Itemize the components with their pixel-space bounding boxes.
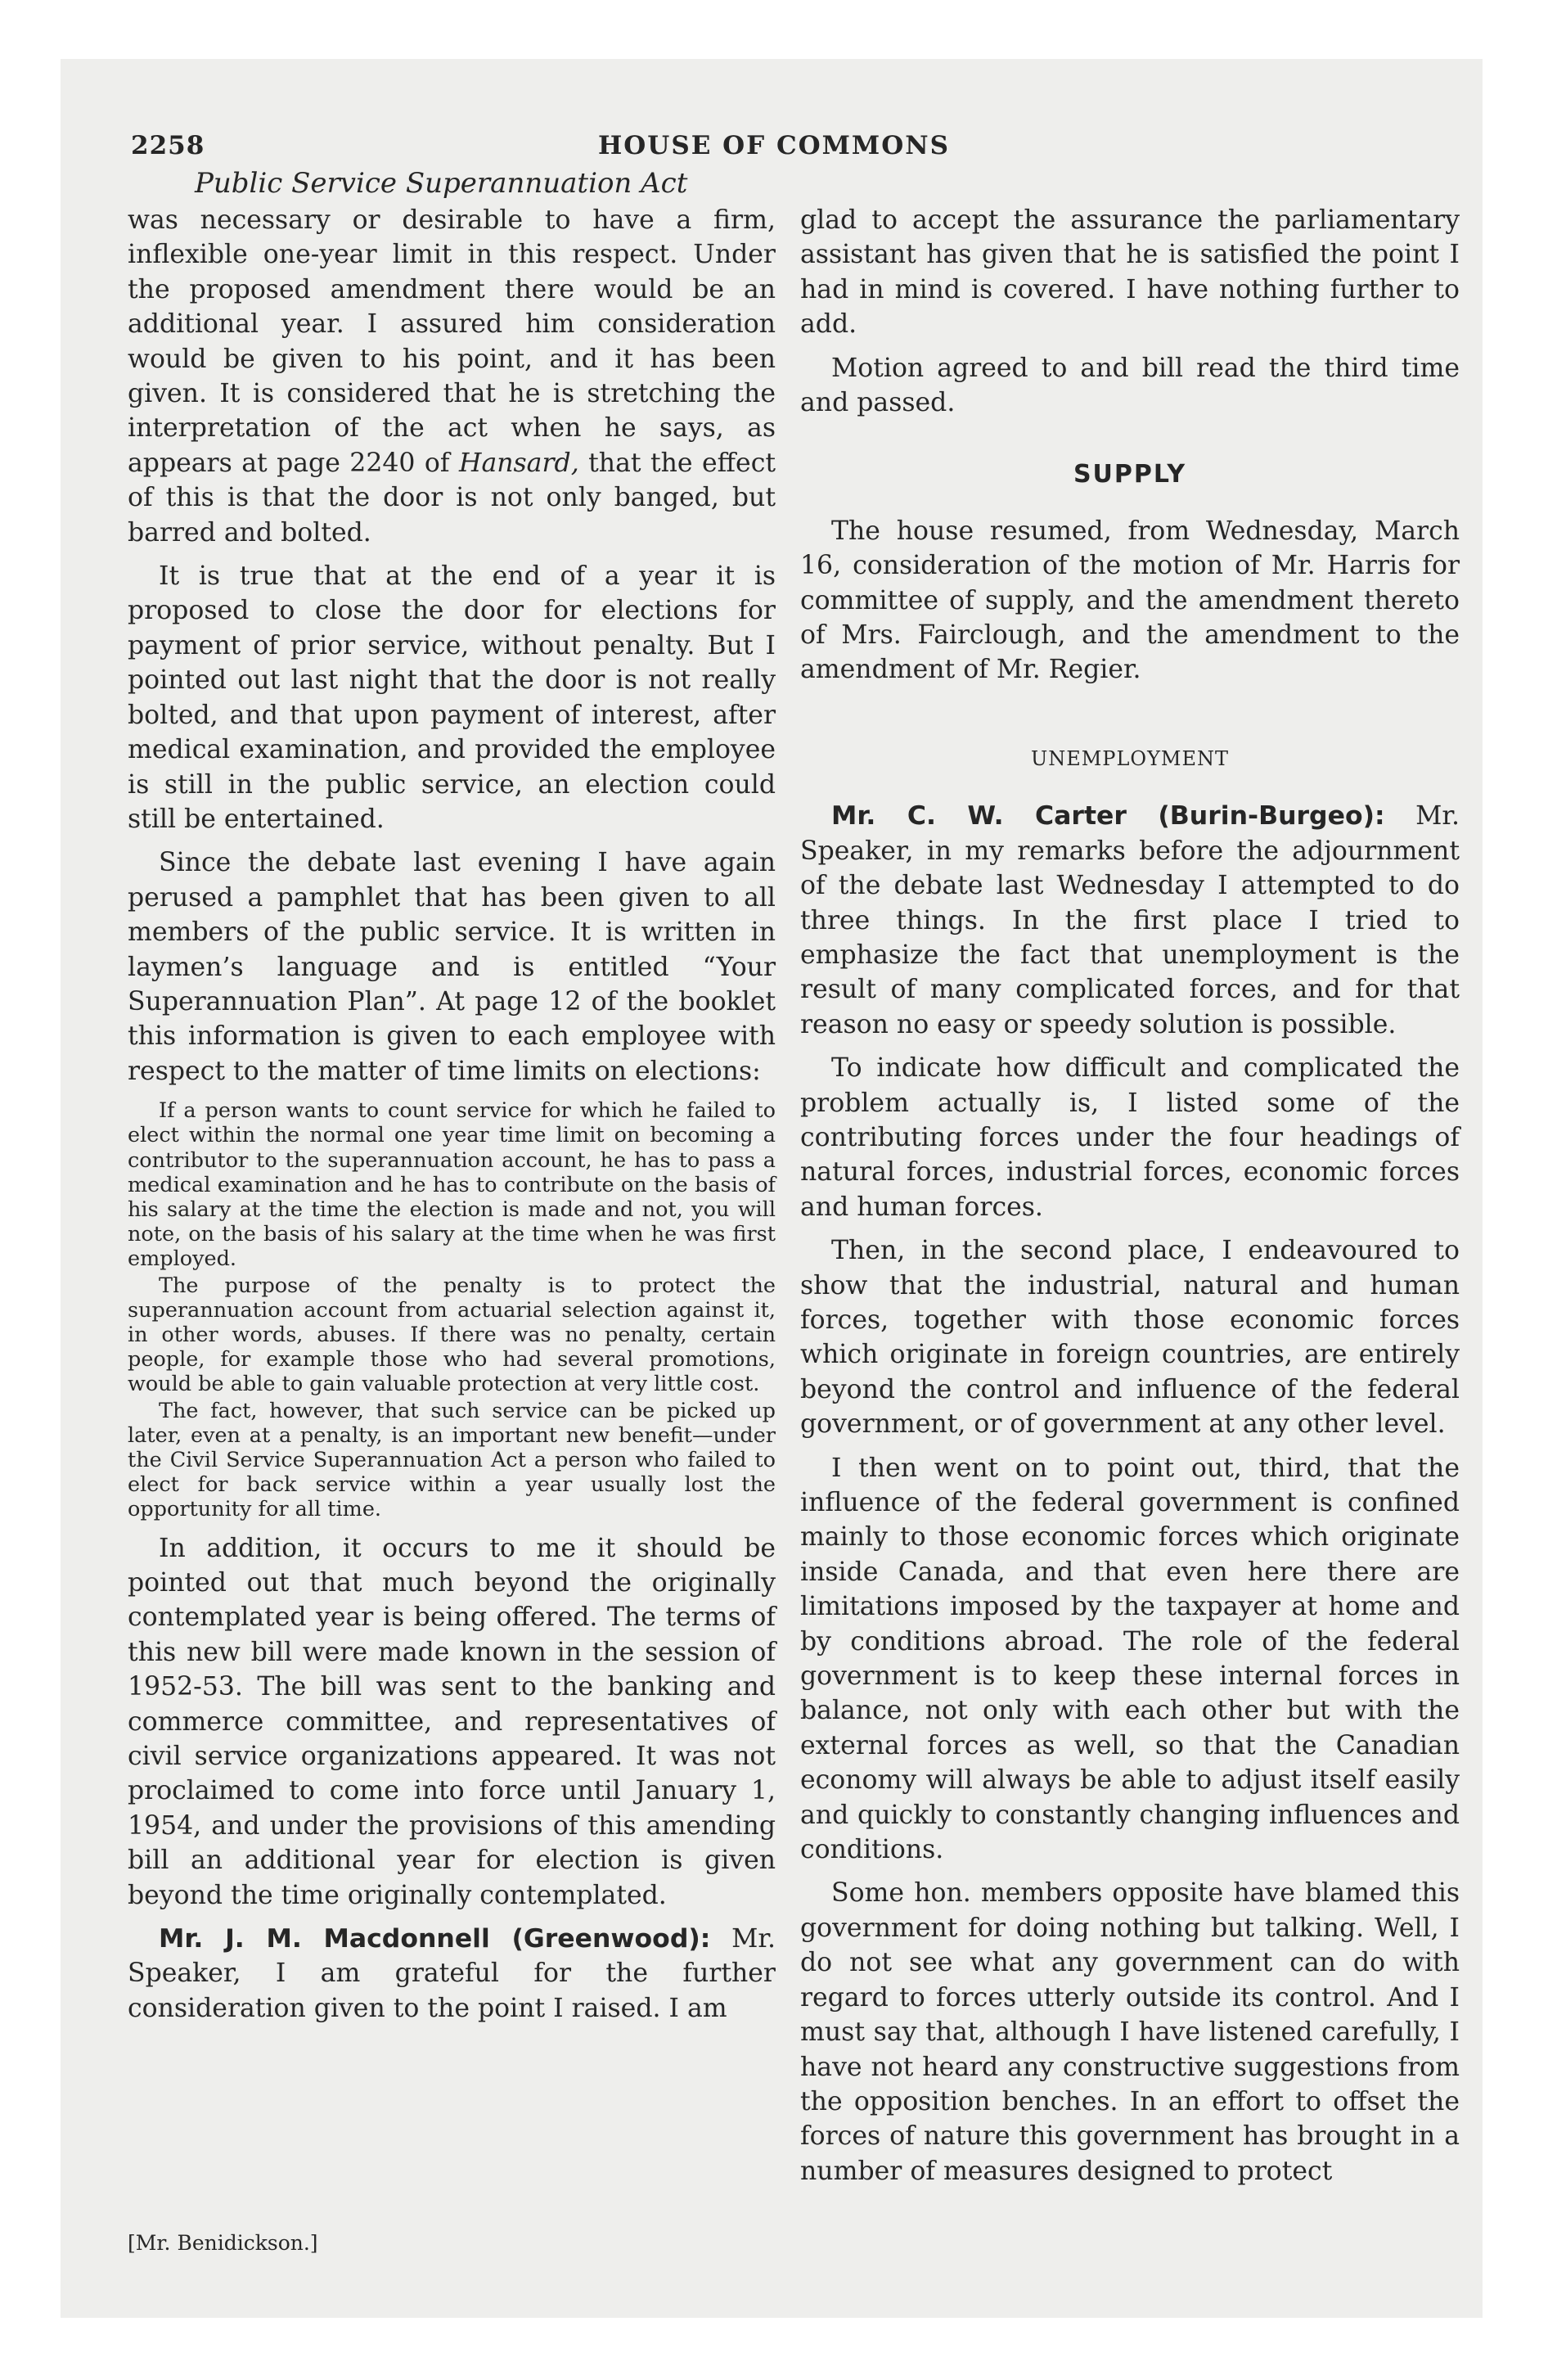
hansard-reference: Hansard, <box>458 448 579 478</box>
quoted-passage: The fact, however, that such service can be picked up later, even at a penalty, is an important new benefit—under the Civil Service Superannuation Act a person who failed to elect for back service within a year usually lost the opportunity for all time. <box>128 1398 776 1522</box>
speech-paragraph <box>800 799 1460 1042</box>
paragraph: Some hon. members opposite have blamed this government for doing nothing but talking. Well, I do not see what any government can do with regard to forces utterly outside its control. And I must say that, although I have listened carefully, I have not heard any constructive suggestions from the opposition benches. In an effort to offset the forces of nature this government has brought in a number of measures designed to protect <box>800 1878 1460 2186</box>
section-heading: SUPPLY <box>1073 460 1187 489</box>
paragraph-text: Mr. Speaker, I am grateful for the further consideration given to the point I raised. I am <box>128 1924 776 2023</box>
quoted-passage: If a person wants to count service for which he failed to elect within the normal one year time limit on becoming a contributor to the superannuation account, he has to pass a medical examination and he has to contribute on the basis of his salary at the time the election is made and not, you will note, on the basis of his salary at the time when he was first employed. <box>128 1098 776 1272</box>
act-title: Public Service Superannuation Act <box>195 167 688 200</box>
speaker-footnote: [Mr. Benidickson.] <box>128 2231 318 2255</box>
paragraph-text: was necessary or desirable to have a firm, inflexible one-year limit in this respect. Under the proposed amendment there would be an additional year. I assured him consideration would be given to his point, and it has been given. It is considered that he is stretching the interpretation of the act when he says, as appears at page 2240 of <box>128 205 776 478</box>
paragraph <box>128 203 776 550</box>
paragraph: glad to accept the assurance the parliamentary assistant has given that he is satisfied the point I had in mind is covered. I have nothing further to add. <box>800 205 1460 340</box>
paragraph-text: that the effect of this is that the door is not only banged, but barred and bolted. <box>128 448 776 548</box>
speaker-name: Mr. C. W. Carter (Burin-Burgeo): <box>831 801 1385 832</box>
quoted-passage: The purpose of the penalty is to protect the superannuation account from actuarial selection against it, in other words, abuses. If there was no penalty, certain people, for example those who had several promotions, would be able to gain valuable protection at very little cost. <box>128 1273 776 1397</box>
right-column <box>800 203 1460 2188</box>
paragraph: The house resumed, from Wednesday, March 16, consideration of the motion of Mr. Harris for committee of supply, and the amendment thereto of Mrs. Fairclough, and the amendment to the amendment of Mr. Regier. <box>800 516 1460 685</box>
paragraph: In addition, it occurs to me it should be pointed out that much beyond the originally contemplated year is being offered. The terms of this new bill were made known in the session of 1952-53. The bill was sent to the banking and commerce committee, and representatives of civil service organizations appeared. It was not proclaimed to come into force until January 1, 1954, and under the provisions of this amending bill an additional year for election is given beyond the time originally contemplated. <box>128 1533 776 1910</box>
paragraph-text: Mr. Speaker, in my remarks before the adjournment of the debate last Wednesday I attempted to do three things. In the first place I tried to emphasize the fact that unemployment is the result of many complicated forces, and for that reason no easy or speedy solution is possible. <box>800 801 1460 1039</box>
paragraph: Motion agreed to and bill read the third time and passed. <box>800 353 1460 418</box>
page-number: 2258 <box>131 131 205 160</box>
speaker-name: Mr. J. M. Macdonnell (Greenwood): <box>159 1924 711 1954</box>
running-head: HOUSE OF COMMONS <box>598 131 950 160</box>
left-column <box>128 203 776 2026</box>
speech-paragraph <box>128 1922 776 2026</box>
subsection-heading: UNEMPLOYMENT <box>1030 746 1230 770</box>
paragraph: I then went on to point out, third, that the influence of the federal government is confined mainly to those economic forces which originate inside Canada, and that even here there are limitations imposed by the taxpayer at home and by conditions abroad. The role of the federal government is to keep these internal forces in balance, not only with each other but with the external forces as well, so that the Canadian economy will always be able to adjust itself easily and quickly to constantly changing influences and conditions. <box>800 1453 1460 1865</box>
paragraph: To indicate how difficult and complicated the problem actually is, I listed some of the contributing forces under the four headings of natural forces, industrial forces, economic forces and human forces. <box>800 1053 1460 1222</box>
paragraph: Since the debate last evening I have again perused a pamphlet that has been given to all members of the public service. It is written in laymen’s language and is entitled “Your Superannuation Plan”. At page 12 of the booklet this information is given to each employee with respect to the matter of time limits on elections: <box>128 848 776 1086</box>
paragraph: It is true that at the end of a year it is proposed to close the door for elections for payment of prior service, without penalty. But I pointed out last night that the door is not really bolted, and that upon payment of interest, after medical examination, and provided the employee is still in the public service, an election could still be entertained. <box>128 561 776 834</box>
paragraph: Then, in the second place, I endeavoured to show that the industrial, natural and human forces, together with those economic forces which originate in foreign countries, are entirely beyond the control and influence of the federal government, or of government at any other level. <box>800 1236 1460 1440</box>
